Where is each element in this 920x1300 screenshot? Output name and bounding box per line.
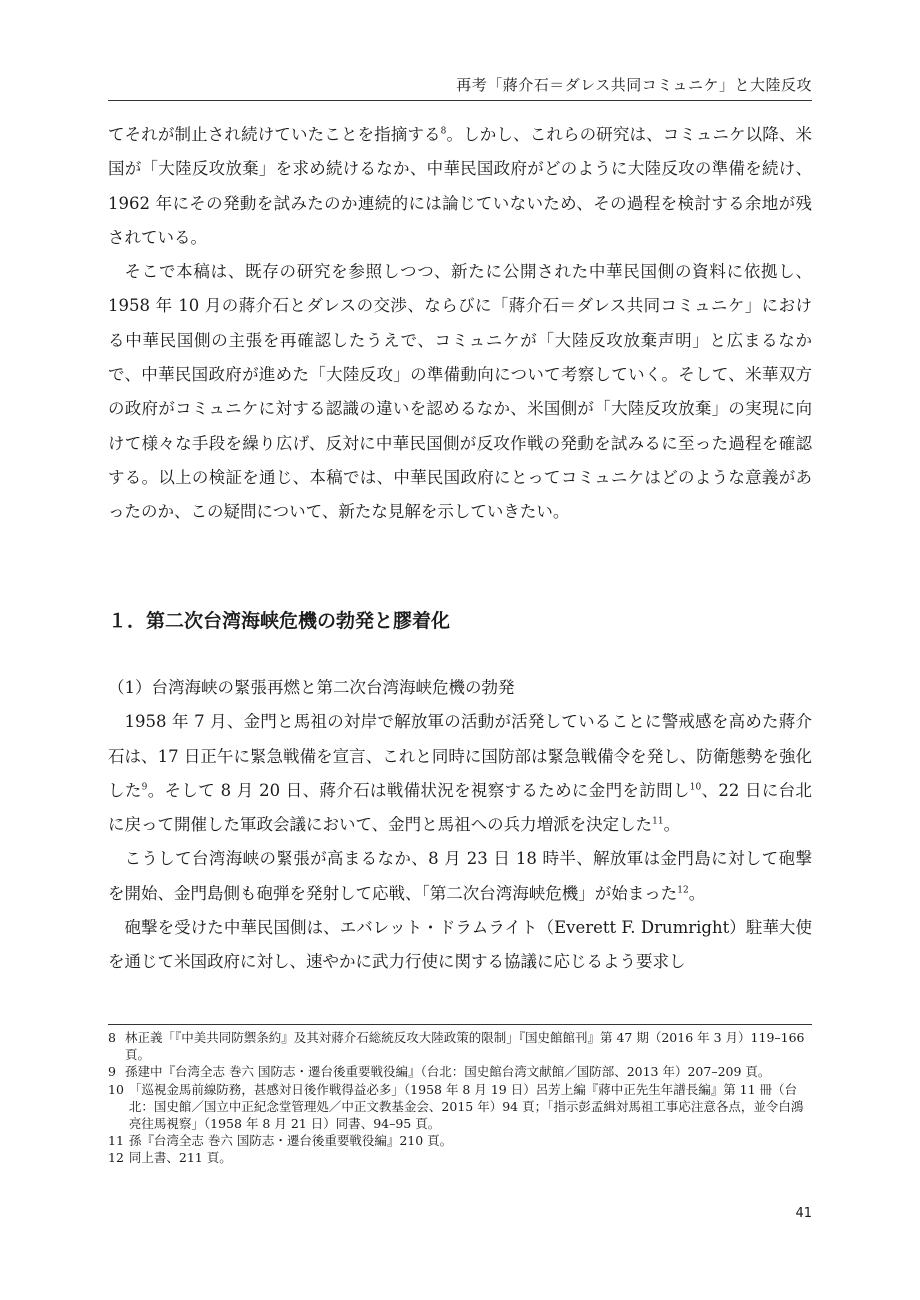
footnote-ref[interactable]: 11 bbox=[652, 816, 664, 827]
footnote-number: 10 bbox=[108, 1081, 124, 1097]
paragraph: そこで本稿は、既存の研究を参照しつつ、新たに公開された中華民国側の資料に依拠し、1958 年 10 月の蔣介石とダレスの交渉、ならびに「蔣介石＝ダレス共同コミュニケ」における中華民国側の主張を再確認したうえで、コミュニケが「大陸反攻放棄声明」と広まるなかで、中華民国政府が進めた「大陸反攻」の準備動向について考察していく。そして、米華双方の政府がコミュニケに対する認識の違いを認めるなか、米国側が「大陸反攻放棄」の実現に向けて様々な手段を繰り広げ、反対に中華民国側が反攻作戦の発動を試みるに至った過程を確認する。以上の検証を通じ、本稿では、中華民国政府にとってコミュニケはどのような意義があったのか、この疑問について、新たな見解を示していきたい。 bbox=[108, 262, 812, 522]
footnote bbox=[108, 1132, 812, 1149]
footnote-text: 「巡視金馬前線防務，甚感対日後作戦得益必多」（1958 年 8 月 19 日）呂芳上編『蔣中正先生年譜長編』第 11 冊（台北：国史館／国立中正紀念堂管理処／中正文教基金会、2015 年）94 頁；「指示彭孟緝対馬祖工事応注意各点，並令白鴻亮往馬視察」（1958 年 8 月 21 日）同書、94–95 頁。 bbox=[128, 1081, 804, 1132]
footnote-number: 8 bbox=[108, 1030, 116, 1045]
footnote bbox=[108, 1149, 812, 1166]
footnote-ref[interactable]: 12 bbox=[677, 885, 689, 896]
paragraph: こうして台湾海峡の緊張が高まるなか、8 月 23 日 18 時半、解放軍は金門島に対して砲撃を開始、金門島側も砲弾を発射して応戦、「第二次台湾海峡危機」が始まった$^{12}$。 bbox=[108, 849, 812, 903]
footnote-text: 孫建中『台湾全志 巻六 国防志・遷台後重要戦役編』（台北：国史館台湾文献館／国防部、2013 年）207–209 頁。 bbox=[125, 1064, 771, 1080]
running-header bbox=[108, 60, 812, 101]
footnote-number: 9 bbox=[108, 1064, 116, 1080]
page-number: 41 bbox=[795, 1206, 812, 1221]
footnote-text: 孫『台湾全志 巻六 国防志・遷台後重要戦役編』210 頁。 bbox=[128, 1133, 453, 1149]
running-title: 再考「蔣介石＝ダレス共同コミュニケ」と大陸反攻 bbox=[456, 76, 812, 94]
section-body bbox=[108, 671, 812, 980]
paragraph: 1958 年 7 月、金門と馬祖の対岸で解放軍の活動が活発していることに警戒感を高めた蔣介石は、17 日正午に緊急戦備を宣言、これと同時に国防部は緊急戦備令を発し、防衛態勢を強化した$^9$。そして 8 月 20 日、蔣介石は戦備状況を視察するために金門を訪問し$^{10}$、22 日に台北に戻って開催した軍政会議において、金門と馬祖への兵力増派を決定した$^{11}$。 bbox=[108, 712, 812, 835]
footnote-text: 林正義「『中美共同防禦条約』及其対蔣介石総統反攻大陸政策的限制」『国史館館刊』第 47 期（2016 年 3 月）119–166 頁。 bbox=[125, 1030, 805, 1063]
section-heading: １．第二次台湾海峡危機の勃発と膠着化 bbox=[108, 610, 451, 632]
footnote-ref[interactable]: 8 bbox=[440, 126, 447, 137]
footnotes bbox=[108, 1024, 812, 1167]
footnote bbox=[108, 1063, 812, 1080]
footnote bbox=[108, 1081, 812, 1133]
footnote bbox=[108, 1029, 812, 1063]
footnote-text: 同上書、211 頁。 bbox=[128, 1150, 232, 1166]
footnote-ref[interactable]: 9 bbox=[141, 782, 148, 793]
footnote-number: 12 bbox=[108, 1150, 124, 1166]
paragraph: 砲撃を受けた中華民国側は、エバレット・ドラムライト（Everett F. Drumright）駐華大使を通じて米国政府に対し、速やかに武力行使に関する協議に応じるよう要求し bbox=[108, 918, 812, 972]
footnote-number: 11 bbox=[108, 1133, 124, 1149]
paragraph: てそれが制止され続けていたことを指摘する$^8$。しかし、これらの研究は、コミュニケ以降、米国が「大陸反攻放棄」を求め続けるなか、中華民国政府がどのように大陸反攻の準備を続け、1962 年にその発動を試みたのか連続的には論じていないため、その過程を検討する余地が残されている。 bbox=[108, 125, 813, 247]
subsection-heading: （1）台湾海峡の緊張再燃と第二次台湾海峡危機の勃発 bbox=[108, 678, 515, 697]
intro-body bbox=[108, 118, 812, 530]
footnote-ref[interactable]: 10 bbox=[689, 782, 702, 793]
